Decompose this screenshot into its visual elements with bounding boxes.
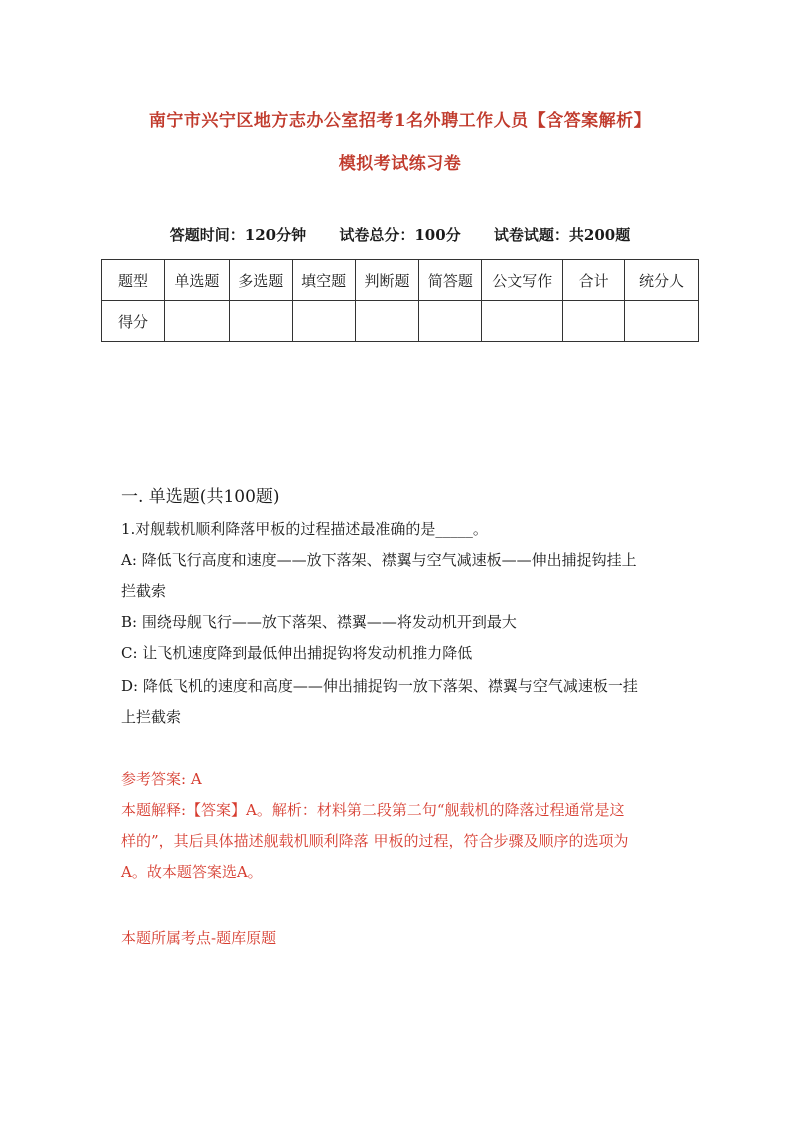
question-stem: 1.对舰载机顺利降落甲板的过程描述最准确的是_____。 — [121, 520, 488, 538]
knowledge-point: 本题所属考点-题库原题 — [121, 929, 277, 947]
score-header-cell: 合计 — [563, 260, 625, 301]
score-cell — [292, 301, 355, 342]
exam-total-score: 试卷总分：100分 — [339, 226, 461, 244]
score-header-cell: 题型 — [102, 260, 165, 301]
option-a-line2: 拦截索 — [121, 582, 167, 600]
explanation-line2: 样的”，其后具体描述舰载机顺利降落 甲板的过程，符合步骤及顺序的选项为 — [121, 832, 629, 850]
score-table-score-row — [102, 301, 699, 342]
score-header-cell: 统分人 — [625, 260, 699, 301]
score-cell — [419, 301, 482, 342]
option-d-line2: 上拦截索 — [121, 708, 182, 726]
score-cell — [355, 301, 419, 342]
score-table — [101, 259, 699, 342]
reference-answer: 参考答案: A — [121, 770, 202, 788]
score-header-cell: 判断题 — [355, 260, 419, 301]
score-table-header-row — [102, 260, 699, 301]
score-cell — [563, 301, 625, 342]
score-cell — [482, 301, 563, 342]
document-title-line1: 南宁市兴宁区地方志办公室招考1名外聘工作人员【含答案解析】 — [148, 111, 652, 131]
exam-time: 答题时间：120分钟 — [169, 226, 307, 244]
exam-meta — [0, 224, 800, 245]
document-title-line2: 模拟考试练习卷 — [338, 154, 462, 174]
score-cell — [164, 301, 229, 342]
score-header-cell: 填空题 — [292, 260, 355, 301]
option-c: C: 让飞机速度降到最低伸出捕捉钩将发动机推力降低 — [121, 644, 473, 662]
score-cell — [229, 301, 292, 342]
score-header-cell: 公文写作 — [482, 260, 563, 301]
score-row-label: 得分 — [102, 301, 165, 342]
option-a-line1: A: 降低飞行高度和速度——放下落架、襟翼与空气减速板——伸出捕捉钩挂上 — [121, 551, 637, 569]
option-b: B: 围绕母舰飞行——放下落架、襟翼——将发动机开到最大 — [121, 613, 517, 631]
option-d-line1: D: 降低飞机的速度和高度——伸出捕捉钩一放下落架、襟翼与空气减速板一挂 — [121, 677, 638, 695]
exam-question-count: 试卷试题：共200题 — [493, 226, 631, 244]
explanation-line3: A。故本题答案选A。 — [121, 863, 263, 881]
explanation-line1: 本题解释:【答案】A。解析：材料第二段第二句“舰载机的降落过程通常是这 — [121, 801, 625, 819]
score-header-cell: 单选题 — [164, 260, 229, 301]
score-header-cell: 简答题 — [419, 260, 482, 301]
score-header-cell: 多选题 — [229, 260, 292, 301]
score-cell — [625, 301, 699, 342]
section-heading: 一. 单选题(共100题) — [121, 487, 280, 507]
